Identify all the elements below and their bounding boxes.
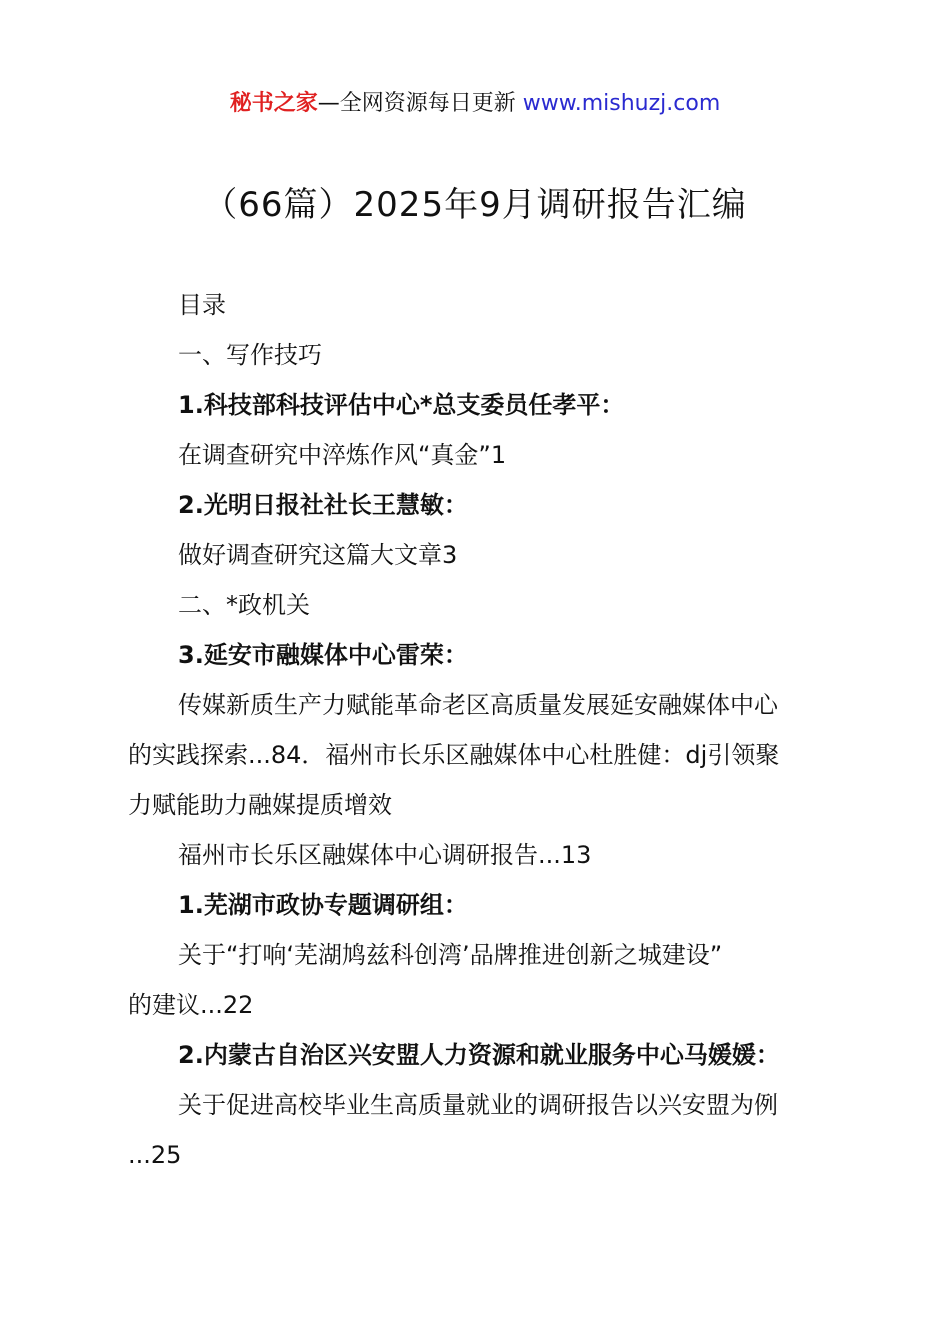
toc-section-government: 二、*政机关 (178, 591, 310, 619)
toc-paragraph-3-line-2: ...25 (128, 1141, 182, 1169)
toc-paragraph-1-line-2: 的实践探索...84．福州市长乐区融媒体中心杜胜健：dj引领聚 (128, 741, 780, 769)
toc-entry-head-neimeng: 2.内蒙古自治区兴安盟人力资源和就业服务中心马媛媛： (178, 1041, 780, 1069)
toc-paragraph-1-line-1: 传媒新质生产力赋能革命老区高质量发展延安融媒体中心 (178, 691, 778, 719)
site-banner (0, 88, 950, 120)
banner-tagline: —全网资源每日更新 (317, 91, 516, 116)
toc-paragraph-2-line-2: 的建议...22 (128, 991, 254, 1019)
toc-heading: 目录 (178, 291, 226, 319)
toc-paragraph-3-line-1: 关于促进高校毕业生高质量就业的调研报告以兴安盟为例 (178, 1091, 778, 1119)
toc-entry-head-3: 3.延安市融媒体中心雷荣： (178, 641, 468, 669)
document-title: （66篇）2025年9月调研报告汇编 (203, 185, 747, 225)
toc-entry-head-1: 1.科技部科技评估中心*总支委员任孝平： (178, 391, 625, 419)
toc-section-writing-skills: 一、写作技巧 (178, 341, 322, 369)
toc-entry-fuzhou: 福州市长乐区融媒体中心调研报告...13 (178, 841, 592, 869)
brand-name: 秘书之家 (229, 91, 318, 116)
toc-entry-1: 在调查研究中淬炼作风“真金”1 (178, 441, 507, 469)
table-of-contents (128, 280, 834, 1180)
toc-entry-head-2: 2.光明日报社社长王慧敏： (178, 491, 468, 519)
toc-entry-head-wuhu: 1.芜湖市政协专题调研组： (178, 891, 468, 919)
toc-paragraph-2-line-1: 关于“打响‘芜湖鸠兹科创湾’品牌推进创新之城建设” (178, 941, 723, 969)
site-url-link[interactable]: www.mishuzj.com (522, 91, 721, 116)
toc-paragraph-1-line-3: 力赋能助力融媒提质增效 (128, 791, 392, 819)
toc-entry-2: 做好调查研究这篇大文章3 (178, 541, 458, 569)
